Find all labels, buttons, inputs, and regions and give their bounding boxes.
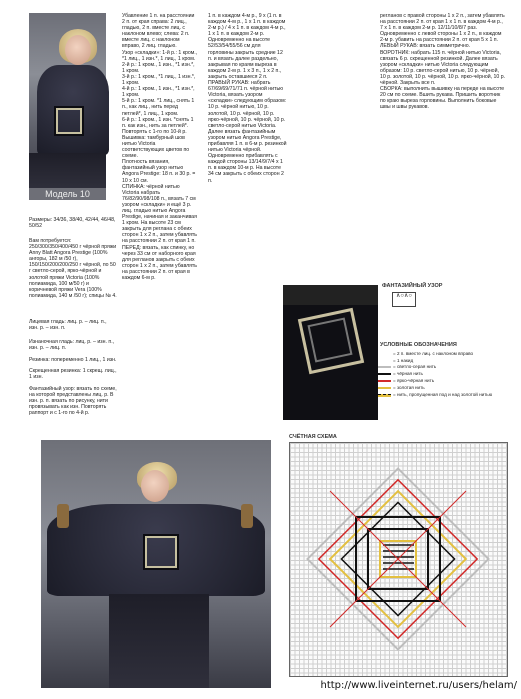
legend-item: = 2 п. вместе лиц. с наклоном вправо — [393, 351, 474, 356]
sizes-text: Размеры: 34/36, 38/40, 42/44, 46/48, 50/52 — [29, 217, 117, 230]
embroidery-swatch — [283, 285, 378, 420]
legend-item: = нить, пропущенная под и над золотой нитью — [393, 392, 493, 397]
rib-text: Резинка: попеременно 1 лиц., 1 изн. — [29, 357, 117, 363]
crossed-rib-text: Скрещенная резинка: 1 скрещ. лиц., 1 изн. — [29, 368, 119, 381]
fancy-pattern-chart: ∧○∧○ — [392, 292, 416, 307]
legend-through-gold — [378, 394, 391, 397]
legend-item: = золотая нить — [393, 385, 425, 390]
counted-chart — [289, 442, 508, 677]
chart-motif — [290, 443, 507, 676]
legend-item: = светло-серая нить — [393, 364, 437, 369]
fancy-pattern-title: ФАНТАЗИЙНЫЙ УЗОР — [382, 283, 443, 289]
face-stitch-text: Лицевая гладь: лиц. р. – лиц. п., изн. р. – изн. п. — [29, 319, 109, 332]
legend-gold — [378, 387, 391, 389]
fancy-pattern-text: Фантазийный узор: вязать по схеме, на которой представлены лиц. р. В изн. р. п. вязать по рисунку, нити провязывать как изн. Повторять раппорт и с 1-го по 4-й р. — [29, 386, 119, 417]
legend-item: = чёрная нить — [393, 371, 423, 376]
back-stitch-text: Изнаночная гладь: лиц. р. – изн. п., изн. р. – лиц. п. — [29, 339, 116, 352]
model-label: Модель 10 — [29, 188, 106, 200]
column-4-text: регланов с правой стороны 1 х 2 п., затем убавлять на расстоянии 2 п. от края 1 х 1 п. в каждом 4-м р., 7 х 1 п. в каждом 2-м р. 12/11/10/8/7 раз. Одновременно с левой стороны 1 х 2 п., в каждом 2-м р. убавить на расстоянии 2 п. от края 5 х 1 п. ЛЕВЫЙ РУКАВ: вязать симметрично. ВОРОТНИК: набрать 115 п. чёрной нитью Victoria, связать 6 р. скрещенной резинкой. Далее вязать узором «складки» нитью Victoria следующим образом: 10 р. светло-серой нитью, 10 р. чёрной, 10 р. золотой, 10 р. чёрной, 10 р. ярко-чёрной, 10 р. чёрной. Закрыть все п. СБОРКА: выполнить вышивку на переде на высоте 20 см по схеме. Вшить рукава. Пришить воротник по краю выреза горловины. Выполнить боковые швы и швы рукавов. — [380, 13, 506, 111]
legend-light-grey — [378, 366, 391, 368]
legend-bright-black — [378, 380, 391, 382]
column-3-text: 1 п. в каждом 4-м р., 9 х (1 п. в каждом 4-м р., 1 х 1 п. в каждом 2-м р.) / 4 х 1 п. в каждом 4-м р., 1 х 1 п. в каждом 2-м р. Одновременно на высоте 52/53/54/55/56 см для горловины закрыть средние 12 п. и вязать далее раздельно, закрывая по краям выреза в каждом 2-м р. 1 х 3 п., 1 х 2 п., закрыть оставшиеся 2 п. ПРАВЫЙ РУКАВ: набрать 67/69/69/71/71 п. чёрной нитью Victoria, вязать узором «складки» следующим образом: 10 р. чёрной нитью, 10 р. золотой, 10 р. чёрной, 10 р. ярко-чёрной, 10 р. чёрной, 10 р. светло-серой нитью Victoria. Далее вязать фантазийным узором нитью Angora Prestige, прибавляя 1 п. в 6-м р. резинкой нитью Victoria чёрной. Одновременно прибавлять с каждой стороны 13/14/9/7/4 х 1 п. в каждом 10-м р. На высоте 34 см закрыть с обеих сторон 2 п. — [208, 13, 287, 184]
legend-item: = 1 накид — [393, 358, 414, 363]
materials-text: Вам потребуется: 250/300/350/400/450 г чёрной пряжи Anny Blatt Angora Prestige (100% ангоры, 182 м /50 г), 150/150/200/200/250 г чёрной, по 50 г светло-серой, ярко-чёрной и золотой пряжи Victoria (100% полиамида, 100 м/50 г) и коричневой пряжи Vera (100% полиамида, 140 м /50 г); спицы № 4. — [29, 238, 118, 299]
model-photo-top — [29, 13, 106, 188]
model-photo-bottom — [41, 440, 271, 688]
chart-title: СЧЁТНАЯ СХЕМА — [289, 434, 337, 440]
source-url[interactable]: http://www.liveinternet.ru/users/helam/ — [320, 680, 517, 691]
column-2-text: Убавление 1 п. на расстоянии 2 п. от края справа: 2 лиц., гладью, 2 п. вместе лиц. с наклоном влево; слева: 2 п. вместе лиц. с наклоном вправо, 2 лиц. гладью. Узор «складки»: 1-й р.: 1 кром., *1 лиц., 1 изн.*, 1 лиц., 1 кром. 2-й р.: 1 кром., 1 изн., *1 изн.*, 1 кром. 3-й р.: 1 кром., *1 лиц., 1 изн.*, 1 кром. 4-й р.: 1 кром., 1 изн., *1 изн.*, 1 кром. 5-й р.: 1 кром. *1 лиц., снять 1 п., как лиц., нить перед петлей*, 1 лиц., 1 кром. 6-й р.: 1 кром., 1 изн. *снять 1 п. как изн., нить за петлей*. Повторять с 1-го по 10-й р. Вышивка: тамбурный шов нитью Victoria соответствующих цветов по схеме. Плотность вязания, фантазийный узор нитью Angora Prestige: 18 п. и 30 р. = 10 х 10 см. СПИНКА: чёрной нитью Victoria набрать 76/82/90/98/108 п., вязать 7 см узором «складки» и ещё 3 р. лиц. гладью нитью Angora Prestige, начиная и заканчивая 1 кром. На высоте 23 см закрыть для реглана с обеих сторон 1 х 2 п., затем убавлять на расстоянии 2 п. от края 1 п. ПЕРЕД: вязать, как спинку, но через 33 см от наборного края для регланов закрыть с обеих сторон 1 х 2 п., затем убавлять на расстоянии 2 п. от края в каждом 6-м р. — [122, 13, 198, 282]
legend-item: = ярко-чёрная нить — [393, 378, 435, 383]
legend-title: УСЛОВНЫЕ ОБОЗНАЧЕНИЯ — [380, 342, 457, 348]
legend-black — [378, 373, 391, 375]
